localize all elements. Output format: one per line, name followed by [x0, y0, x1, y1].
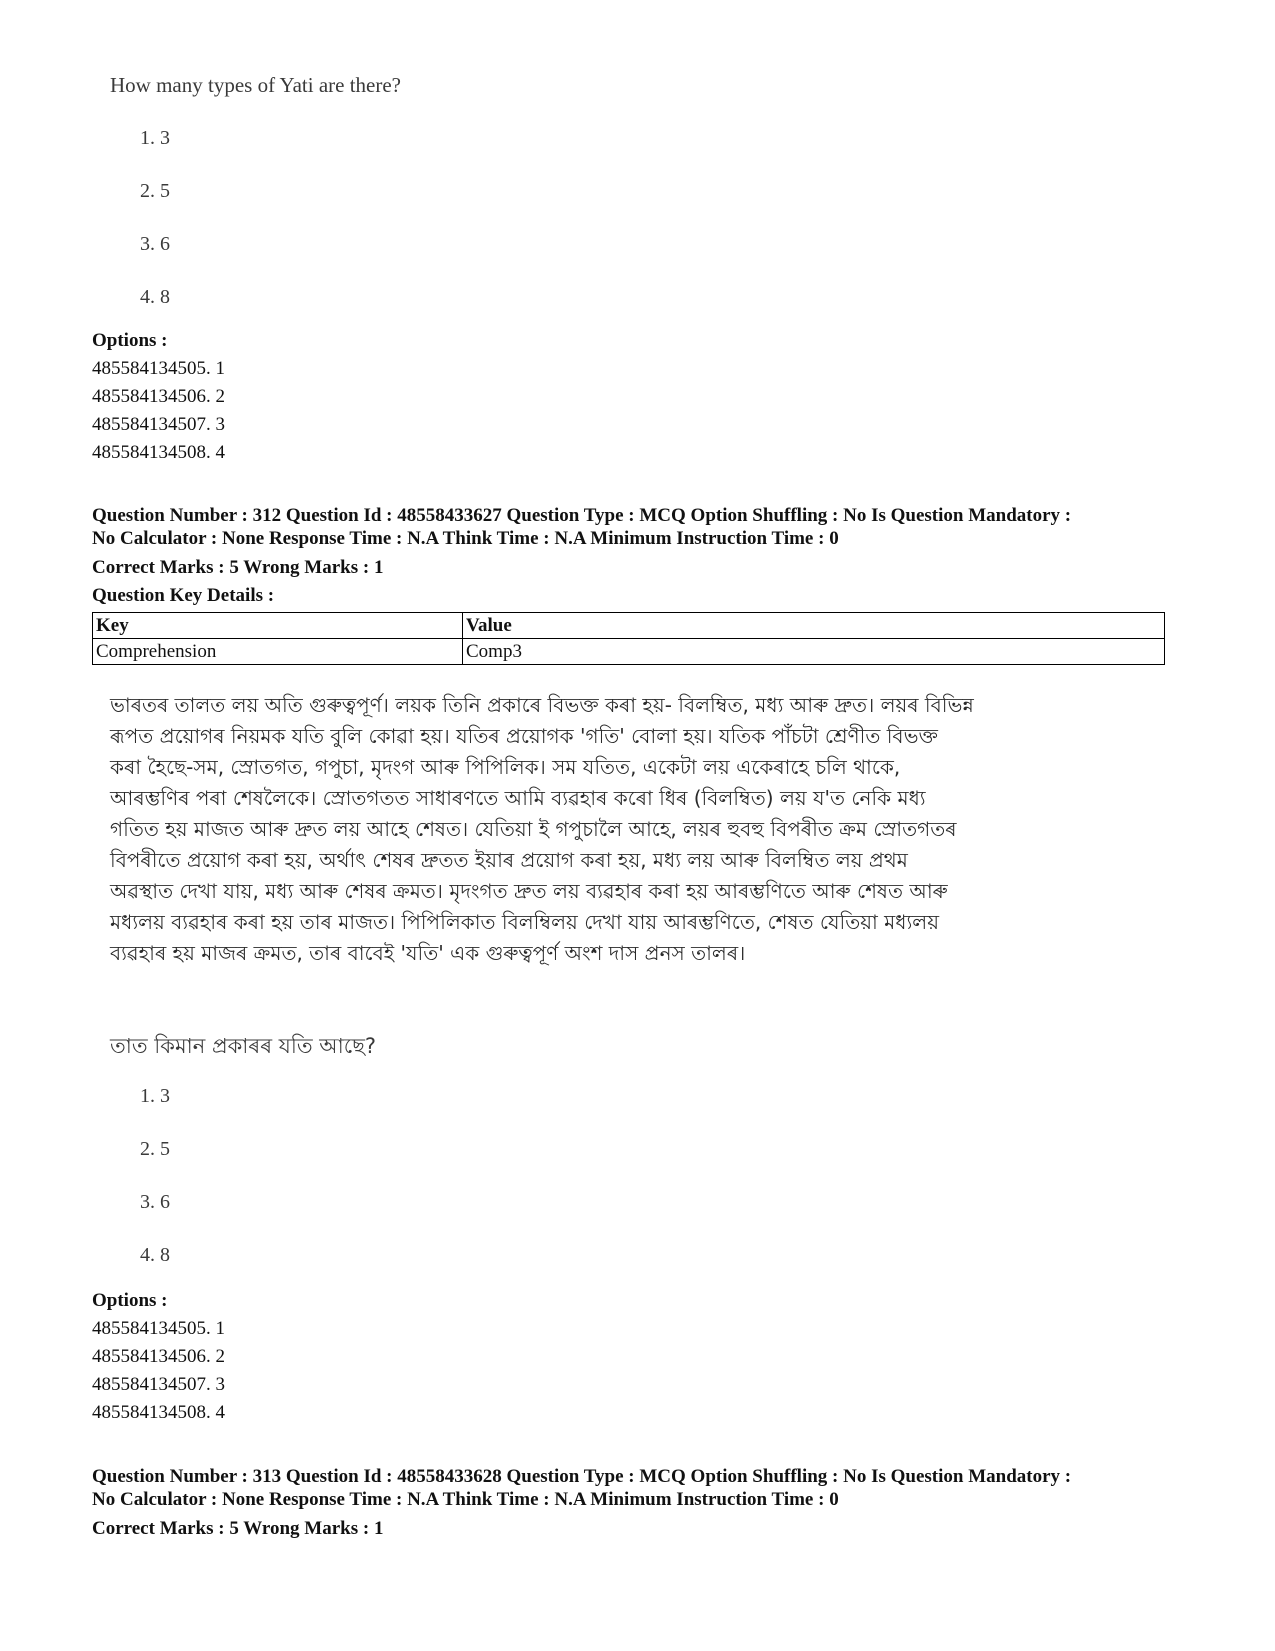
image-option: 1. 3	[140, 1085, 170, 1107]
key-value-table	[92, 612, 1165, 665]
passage-line: মধ্যলয় ব্যৱহাৰ কৰা হয় তাৰ মাজত। পিপিলিকাত বিলম্বিলয় দেখা যায় আৰম্ভণিতে, শেষত যেতিয়া মধ্যলয়	[110, 910, 939, 934]
option-line: 485584134506. 2	[92, 386, 225, 407]
option-line: 485584134506. 2	[92, 1346, 225, 1367]
table-cell-key: Comprehension	[93, 639, 463, 665]
passage-line: ব্যৱহাৰ হয় মাজৰ ক্ৰমত, তাৰ বাবেই 'যতি' এক গুৰুত্বপূৰ্ণ অংশ দাস প্ৰনস তালৰ।	[110, 941, 746, 965]
option-line: 485584134507. 3	[92, 1374, 225, 1395]
image-option: 2. 5	[140, 1138, 170, 1160]
image-option: 4. 8	[140, 286, 170, 308]
passage-line: কৰা হৈছে-সম, স্ৰোতগত, গপুচা, মৃদংগ আৰু পিপিলিক। সম যতিত, একেটা লয় একেৰাহে চলি থাকে,	[110, 755, 901, 779]
option-line: 485584134505. 1	[92, 358, 225, 379]
question-meta-line: Question Number : 313 Question Id : 48558433628 Question Type : MCQ Option Shuffling : No Is Question Mandatory :	[92, 1466, 1072, 1487]
passage-line: ৰূপত প্ৰয়োগৰ নিয়মক যতি বুলি কোৱা হয়। যতিৰ প্ৰয়োগক 'গতি' বোলা হয়। যতিক পাঁচটা শ্ৰেণীত বিভক্ত	[110, 724, 938, 748]
table-cell-value: Comp3	[463, 639, 1165, 665]
image-option: 3. 6	[140, 1191, 170, 1213]
question-text: How many types of Yati are there?	[110, 73, 402, 97]
option-line: 485584134508. 4	[92, 442, 225, 463]
question-text: তাত কিমান প্ৰকাৰৰ যতি আছে?	[110, 1034, 377, 1058]
option-line: 485584134505. 1	[92, 1318, 225, 1339]
table-row	[93, 639, 1165, 665]
passage-line: গতিত হয় মাজত আৰু দ্ৰুত লয় আহে শেষত। যেতিয়া ই গপুচালৈ আহে, লয়ৰ হুবহু বিপৰীত ক্ৰম স্ৰোতগতৰ	[110, 817, 957, 841]
table-header-value: Value	[463, 613, 1165, 639]
image-option: 4. 8	[140, 1244, 170, 1266]
comprehension-passage	[110, 690, 1150, 969]
question-meta-line: No Calculator : None Response Time : N.A Think Time : N.A Minimum Instruction Time : 0	[92, 1489, 839, 1510]
option-line: 485584134508. 4	[92, 1402, 225, 1423]
passage-line: অৱস্থাত দেখা যায়, মধ্য আৰু শেষৰ ক্ৰমত। মৃদংগত দ্ৰুত লয় ব্যৱহাৰ কৰা হয় আৰম্ভণিতে আৰু শেষত আৰু	[110, 879, 948, 903]
passage-line: ভাৰতৰ তালত লয় অতি গুৰুত্বপূৰ্ণ। লয়ক তিনি প্ৰকাৰে বিভক্ত কৰা হয়- বিলম্বিত, মধ্য আৰু দ্ৰুত। লয়ৰ বিভিন্ন	[110, 693, 974, 717]
question-meta	[92, 1465, 1202, 1511]
question-meta-line: Question Number : 312 Question Id : 48558433627 Question Type : MCQ Option Shuffling : No Is Question Mandatory :	[92, 505, 1072, 526]
table-header-row	[93, 613, 1165, 639]
marks-line: Correct Marks : 5 Wrong Marks : 1	[92, 557, 384, 578]
passage-line: আৰম্ভণিৰ পৰা শেষলৈকে। স্ৰোতগতত সাধাৰণতে আমি ব্যৱহাৰ কৰো ধিৰ (বিলম্বিত) লয় য'ত নেকি মধ্য	[110, 786, 926, 810]
options-heading: Options :	[92, 1290, 168, 1311]
image-option: 1. 3	[140, 127, 170, 149]
question-meta-line: No Calculator : None Response Time : N.A Think Time : N.A Minimum Instruction Time : 0	[92, 528, 839, 549]
question-meta	[92, 504, 1202, 550]
image-option: 3. 6	[140, 233, 170, 255]
image-option: 2. 5	[140, 180, 170, 202]
option-line: 485584134507. 3	[92, 414, 225, 435]
passage-line: বিপৰীতে প্ৰয়োগ কৰা হয়, অৰ্থাৎ শেষৰ দ্ৰুতত ইয়াৰ প্ৰয়োগ কৰা হয়, মধ্য লয় আৰু বিলম্বিত লয় প্ৰথম	[110, 848, 908, 872]
options-heading: Options :	[92, 330, 168, 351]
marks-line: Correct Marks : 5 Wrong Marks : 1	[92, 1518, 384, 1539]
table-header-key: Key	[93, 613, 463, 639]
key-details-heading: Question Key Details :	[92, 585, 275, 606]
